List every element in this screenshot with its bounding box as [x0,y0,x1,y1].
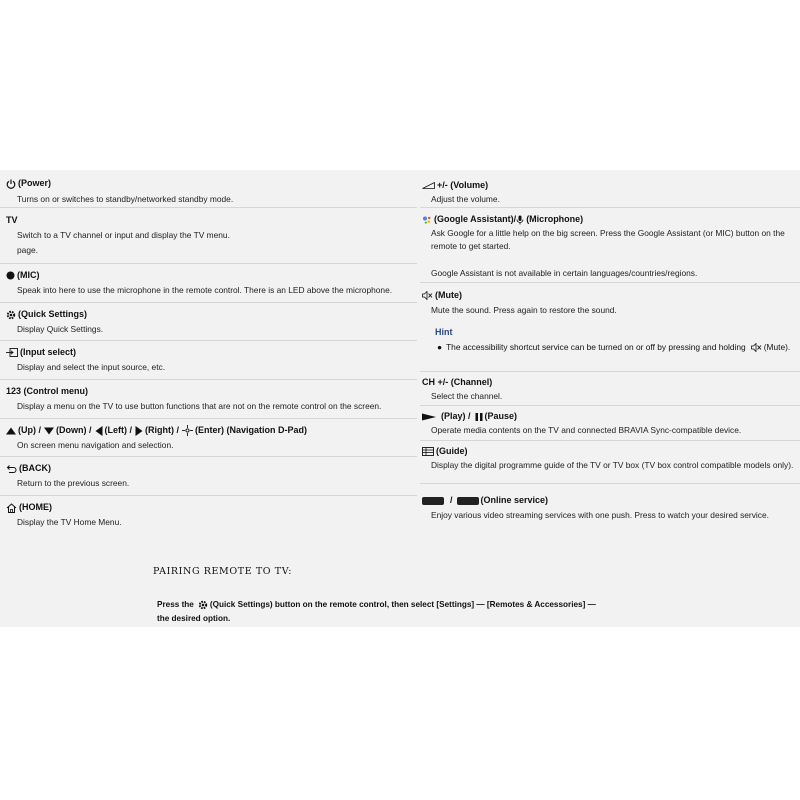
mic-title: (MIC) [17,270,40,280]
home-item [0,496,417,534]
power-title: (Power) [18,178,52,188]
mic-dot-icon [6,270,15,281]
right-arrow-icon [135,425,143,436]
dpad-item [0,419,417,457]
mic-item [0,264,417,303]
volume-title: +/- (Volume) [437,180,489,190]
mute-title: (Mute) [435,290,462,300]
online-service-button-2-icon [457,495,479,506]
back-item [0,457,417,496]
home-icon [6,502,17,513]
google-desc-4: Google Assistant is not available in certain languages/countries/regions. [431,268,698,278]
mic-desc: Speak into here to use the microphone in the remote control. There is an LED above the microphone. [17,285,393,295]
home-desc: Display the TV Home Menu. [17,517,122,527]
tv-desc-2: page. [17,245,38,255]
remote-guide-panel [0,170,800,627]
dpad-down-label: (Down) / [56,425,92,436]
dpad-right-label: (Right) / [145,425,179,436]
pause-icon [475,411,483,422]
online-service-button-1-icon [422,495,444,506]
input-select-title: (Input select) [20,347,77,357]
pairing-line1-b: (Quick Settings) button on the remote control, then select [Settings] — [Remotes & Accessories] — [209,600,596,609]
pairing-heading: PAIRING REMOTE TO TV: [153,566,293,577]
google-assistant-item [420,208,800,283]
volume-item [420,170,800,208]
back-title: (BACK) [19,463,51,473]
play-pause-desc: Operate media contents on the TV and connected BRAVIA Sync-compatible device. [431,425,742,435]
power-desc: Turns on or switches to standby/networked standby mode. [17,194,234,204]
hint-bullet [420,342,800,352]
google-desc-1: Ask Google for a little help on the big screen. Press the Google Assistant (or MIC) button on the [431,228,785,238]
input-select-desc: Display and select the input source, etc. [17,362,166,372]
hint-bullet-mute: (Mute). [763,342,791,353]
back-desc: Return to the previous screen. [17,478,130,488]
quick-settings-item [0,303,417,341]
left-arrow-icon [95,425,103,436]
volume-icon [422,180,435,191]
tv-desc-1: Switch to a TV channel or input and display the TV menu. [17,230,230,240]
mute-desc: Mute the sound. Press again to restore the sound. [431,305,617,315]
down-arrow-icon [44,425,54,436]
channel-item [420,372,800,406]
online-service-item [420,484,800,524]
mute-icon [422,290,433,301]
control-menu-item [0,380,417,419]
pairing-line1-a: Press the [157,600,194,609]
hint-heading: Hint [435,327,453,337]
quick-settings-title: (Quick Settings) [18,309,88,319]
input-select-icon [6,347,18,358]
play-pause-item [420,406,800,441]
right-column [420,170,800,524]
gear-icon [6,309,16,320]
power-item [0,170,417,208]
mute-item [420,283,800,372]
left-column [0,170,417,534]
online-service-slash: / [450,495,453,505]
online-service-label: (Online service) [480,495,549,505]
guide-icon [422,446,434,457]
guide-title: (Guide) [436,446,468,456]
guide-desc: Display the digital programme guide of the TV or TV box (TV box control compatible models only). [431,460,794,470]
pairing-instructions [157,598,596,626]
play-icon [422,411,436,422]
tv-item [0,208,417,264]
dpad-desc: On screen menu navigation and selection. [17,440,174,451]
hint-bullet-text: The accessibility shortcut service can be turned on or off by pressing and holding [446,342,746,353]
play-label: (Play) / [441,411,471,421]
microphone-label: (Microphone) [526,214,584,224]
pause-label: (Pause) [484,411,518,421]
microphone-icon [516,214,524,225]
google-assistant-icon [422,214,432,225]
dpad-enter-label: (Enter) (Navigation D-Pad) [195,425,308,436]
up-arrow-icon [6,425,16,436]
gear-icon-inline [198,598,208,612]
channel-title: CH +/- (Channel) [422,377,493,387]
google-desc-2: remote to get started. [431,241,511,251]
online-service-desc: Enjoy various video streaming services with one push. Press to watch your desired service. [431,510,769,520]
guide-item [420,441,800,484]
power-icon [6,178,16,189]
enter-icon [182,425,193,436]
volume-desc: Adjust the volume. [431,194,500,204]
channel-desc: Select the channel. [431,391,503,401]
back-arrow-icon [6,463,17,474]
control-menu-desc: Display a menu on the TV to use button functions that are not on the remote control on the screen. [17,401,382,411]
dpad-up-label: (Up) / [18,425,41,436]
control-menu-title: 123 (Control menu) [6,386,89,396]
mute-icon-inline [751,342,762,352]
dpad-left-label: (Left) / [104,425,132,436]
bullet-dot-icon: ● [437,342,443,353]
input-select-item [0,341,417,380]
home-title: (HOME) [19,502,52,512]
pairing-line2: the desired option. [157,614,231,623]
tv-title: TV [6,215,18,225]
quick-settings-desc: Display Quick Settings. [17,324,104,334]
google-assistant-label: (Google Assistant)/ [434,214,517,224]
